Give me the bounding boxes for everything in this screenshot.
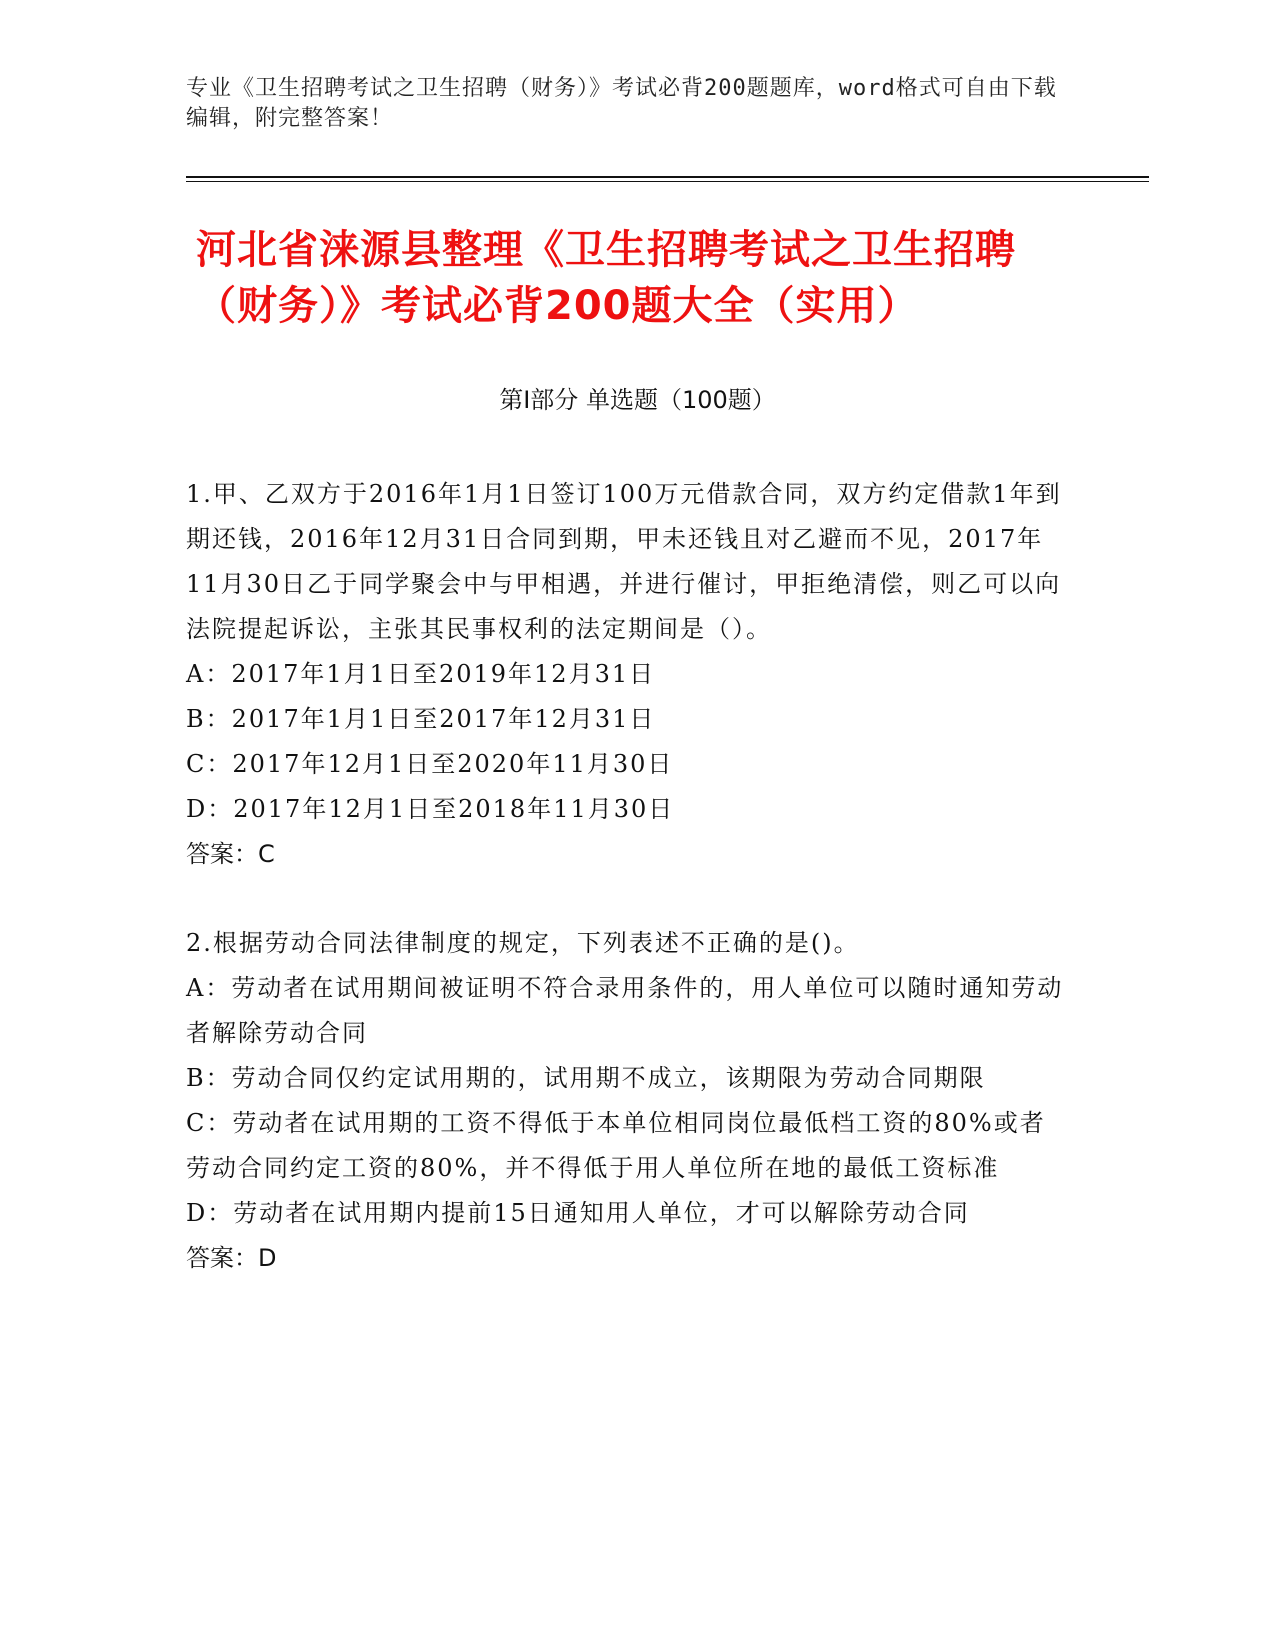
question-stem: 1.甲、乙双方于2016年1月1日签订100万元借款合同，双方约定借款1年到期还钱，2016年12月31日合同到期，甲未还钱且对乙避而不见，2017年11月30日乙于同学聚会中与甲相遇，并进行催讨，甲拒绝清偿，则乙可以向法院提起诉讼，主张其民事权利的法定期间是（）。	[186, 480, 1062, 643]
document-title: 河北省涞源县整理《卫生招聘考试之卫生招聘（财务）》考试必背200题大全（实用）	[196, 227, 1016, 329]
question-list	[186, 472, 1066, 1325]
header-rule-thin	[186, 181, 1149, 182]
option-a: A：劳动者在试用期间被证明不符合录用条件的，用人单位可以随时通知劳动者解除劳动合同	[186, 974, 1064, 1047]
option-c: C：劳动者在试用期的工资不得低于本单位相同岗位最低档工资的80%或者劳动合同约定工资的80%，并不得低于用人单位所在地的最低工资标准	[186, 1109, 1046, 1182]
question-1	[186, 472, 1066, 877]
question-2	[186, 921, 1066, 1281]
option-b: B：劳动合同仅约定试用期的，试用期不成立，该期限为劳动合同期限	[186, 1064, 986, 1092]
option-a: A：2017年1月1日至2019年12月31日	[186, 660, 656, 688]
header-rule-thick	[186, 176, 1149, 178]
answer: 答案：C	[186, 840, 275, 868]
header-note: 专业《卫生招聘考试之卫生招聘（财务）》考试必背200题题库，word格式可自由下载编辑，附完整答案！	[186, 76, 1057, 131]
section-heading: 第Ⅰ部分 单选题（100题）	[499, 386, 776, 414]
question-stem: 2.根据劳动合同法律制度的规定，下列表述不正确的是()。	[186, 929, 860, 957]
option-b: B：2017年1月1日至2017年12月31日	[186, 705, 656, 733]
option-d: D：劳动者在试用期内提前15日通知用人单位，才可以解除劳动合同	[186, 1199, 970, 1227]
option-d: D：2017年12月1日至2018年11月30日	[186, 795, 675, 823]
answer: 答案：D	[186, 1244, 277, 1272]
option-c: C：2017年12月1日至2020年11月30日	[186, 750, 674, 778]
